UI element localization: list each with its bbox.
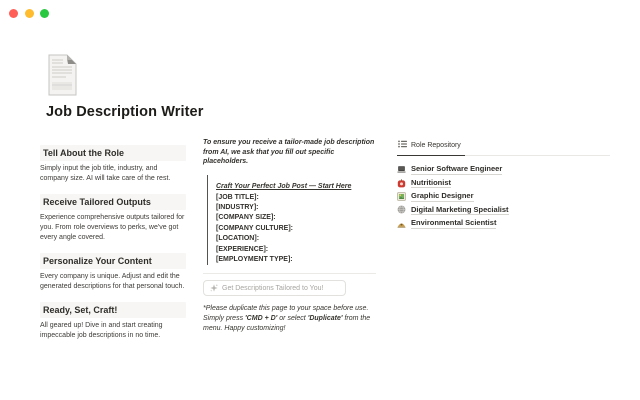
role-link-digital-marketing-specialist[interactable] [397,203,610,216]
role-label: Digital Marketing Specialist [411,204,509,214]
role-list [397,163,610,230]
placeholder-line: [COMPANY CULTURE]: [216,224,293,232]
content-columns [40,138,610,351]
feature-section [40,194,186,243]
note-text: or select [277,315,308,323]
role-link-environmental-scientist[interactable] [397,217,610,230]
document-icon [46,54,79,96]
section-heading: Tell About the Role [40,145,186,161]
laptop-icon [397,165,406,174]
placeholder-line: [LOCATION]: [216,235,260,243]
role-label: Graphic Designer [411,191,474,201]
section-body: Simply input the job title, industry, and company size. AI will take care of the rest. [40,165,171,182]
role-label: Senior Software Engineer [411,164,503,174]
globe-icon [397,205,406,214]
tab-label: Role Repository [411,141,461,149]
job-post-link[interactable]: Craft Your Perfect Job Post — Start Here [216,182,352,190]
feature-section [40,253,186,292]
placeholder-line: [COMPANY SIZE]: [216,214,276,222]
tab-role-repository[interactable] [397,139,465,156]
section-body: All geared up! Dive in and start creating impeccable job descriptions in no time. [40,322,163,339]
feature-section [40,302,186,341]
placeholder-line: [INDUSTRY]: [216,203,259,211]
section-heading: Receive Tailored Outputs [40,194,186,210]
tab-strip [397,139,610,156]
role-label: Environmental Scientist [411,218,497,227]
nature-icon [397,219,406,228]
placeholder-line: [EMPLOYMENT TYPE]: [216,255,293,263]
features-column [40,138,186,351]
feature-section [40,145,186,184]
placeholder-line: [JOB TITLE]: [216,193,259,201]
note-text: from the menu. Happy customizing! [203,315,371,333]
placeholder-quote [207,175,376,266]
get-descriptions-button[interactable] [203,280,346,296]
note-text: *Please duplicate this page to your space before use. Simply press [203,305,369,323]
minimize-button[interactable] [25,9,34,18]
intro-text: To ensure you receive a tailor-made job description from AI, we ask that you fill out specific placeholders. [203,139,375,165]
list-icon [398,140,407,150]
section-body: Experience comprehensive outputs tailored for you. From role overviews to perks, we've got every angle covered. [40,214,185,241]
page-title: Job Description Writer [46,104,204,120]
note-duplicate: 'Duplicate' [307,315,343,323]
framed-picture-icon [397,192,406,201]
button-label: Get Descriptions Tailored to You! [222,284,324,292]
duplicate-note [203,304,376,334]
close-button[interactable] [9,9,18,18]
apple-icon [397,179,406,188]
note-shortcut: 'CMD + D' [245,315,278,323]
role-link-graphic-designer[interactable] [397,190,610,203]
role-repository-column [397,139,610,230]
section-body: Every company is unique. Adjust and edit the generated descriptions for that personal touch. [40,273,185,290]
zoom-button[interactable] [40,9,49,18]
sparkle-icon [210,284,218,292]
instructions-column [203,138,376,334]
section-heading: Personalize Your Content [40,253,186,269]
section-heading: Ready, Set, Craft! [40,302,186,318]
window-controls [9,9,49,18]
role-link-nutritionist[interactable] [397,176,610,189]
role-label: Nutritionist [411,177,451,187]
placeholder-line: [EXPERIENCE]: [216,245,269,253]
divider [203,273,376,274]
role-link-senior-software-engineer[interactable] [397,163,610,176]
